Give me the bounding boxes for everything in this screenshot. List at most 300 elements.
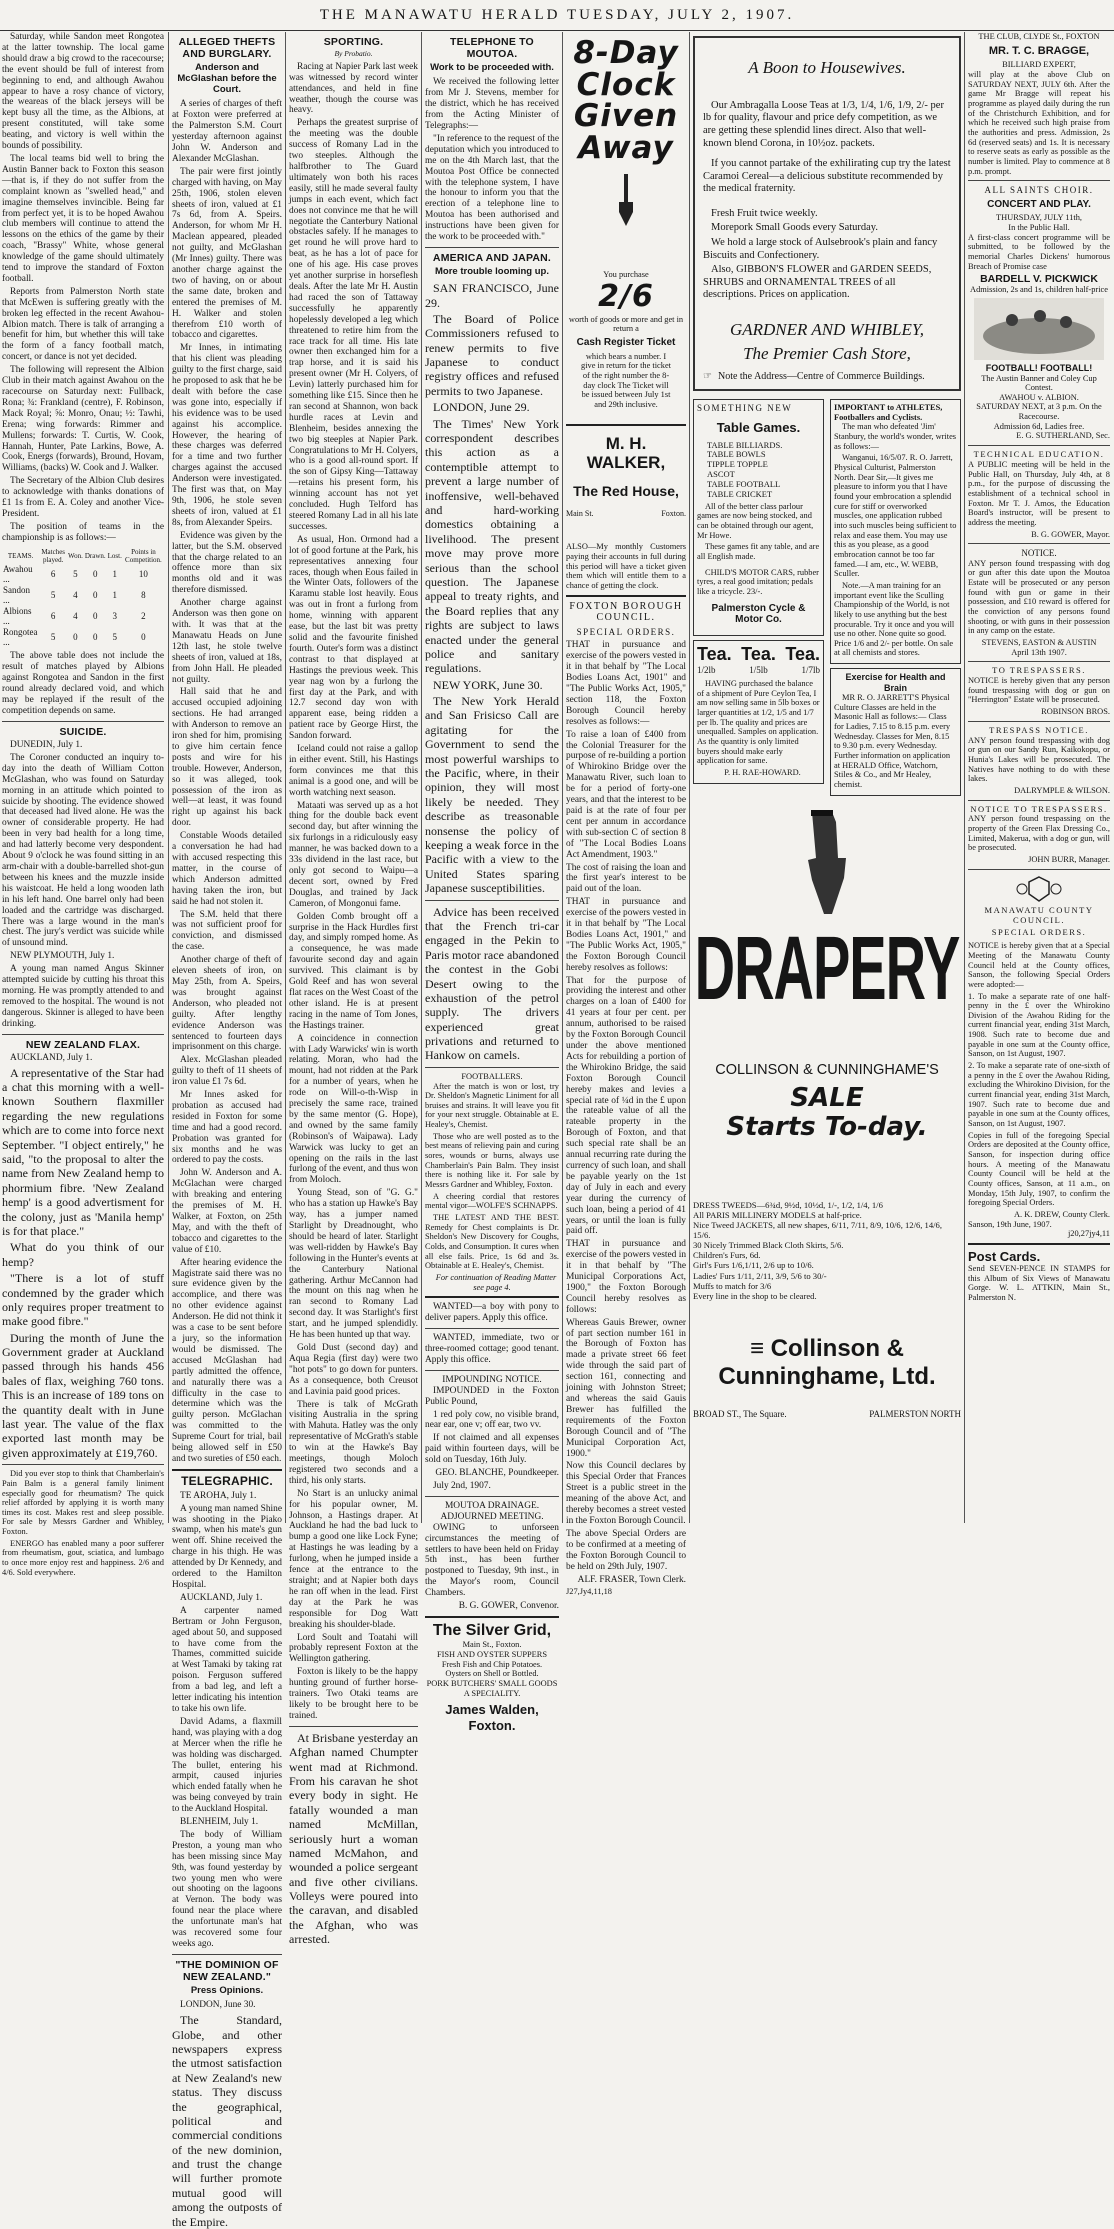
article-paragraph: After hearing evidence the Magistrate said there was no sure evidence given by the accomplice, and there was no other evidence against Anderson. He did not think it was a case to be sent before a jury, so the information would be dismissed. The accused McGlashan had partly admitted the offence, and naturally there was a difficulty in the case to determine which was the guilty person. McGlachan was committed to the Supreme Court for trial, bail being allowed self in £50 and two sureties of £50 each.	[172, 1257, 282, 1464]
table-cell: 5	[73, 569, 78, 580]
column-rule	[168, 32, 169, 1523]
advert-heading: FOOTBALLERS.	[461, 1071, 523, 1081]
advert-paragraph: Note.—A man training for an important event like the Sculling Championship of the World, is not likely to use anything but the best procurable. Try it once and you will use no other. None quite so good. Price 1/6 and 2/- per bottle. On sale at all chemists and stores.	[834, 580, 955, 658]
article-paragraph: What do you think of our hemp?	[2, 1240, 164, 1269]
council-ref: J27,Jy4,11,18	[566, 1587, 612, 1597]
table-cell: 6	[50, 610, 56, 621]
list-item: TIPPLE TOPPLE	[707, 459, 768, 470]
silver-grid-address: Main St., Foxton.	[462, 1640, 522, 1650]
athletes-ad	[830, 399, 961, 664]
advert-paragraph: If you cannot partake of the exhilirating cup try the latest Caramoi Cereal—a delicious substitute recommended by the medical fraternity.	[703, 158, 951, 195]
gardner-whibley-ad	[693, 36, 961, 391]
notice-date: July 2nd, 1907.	[433, 1480, 491, 1491]
dateline: DUNEDIN, July 1.	[10, 740, 83, 751]
council-paragraph: To raise a loan of £400 from the Colonial Treasurer for the purpose of re-building a portion of Whirokino Bridge over the Manawatu River, such loan to be for a period of forty-one years, and that the interest to be paid is at the rate of four per cent per annum in accordance with sub-section C of section 8 of "The Local Bodies Loans Act Amendment, 1903."	[566, 729, 686, 860]
table-cell: 0	[92, 590, 98, 600]
football-line: SATURDAY NEXT, at 3 p.m. On the Racecourse.	[976, 402, 1102, 422]
collinson-address: BROAD ST., The Square.	[693, 1408, 787, 1419]
advert-paragraph: Admission, 2s and 1s, children half-price	[970, 285, 1108, 295]
clock-line: Given	[573, 98, 679, 135]
silver-grid-line: Fresh Fish and Chip Potatoes.	[441, 1659, 543, 1669]
council-paragraph: Now this Council declares by this Special Order that Frances Street is a public street in the meaning of the above Act, and thereby becomes a street vested in the Foxton Borough Council.	[566, 1461, 686, 1526]
table-row	[2, 606, 164, 627]
column-rule	[689, 32, 690, 1523]
dateline: LONDON, June 30.	[180, 2000, 256, 2011]
walker-name: M. H. WALKER,	[586, 433, 666, 473]
article-paragraph: Golden Comb brought off a surprise in the Hack Hurdles first day, and simply romped home. As a consequence, he was made favourite second day and again survived. This claimant is by Gold Reef and has won several flat races on the West Coast of the other island. He is at present racing in the name of Tom Jones, the Hastings trainer.	[289, 911, 418, 1031]
advert-signature: P. H. RAE-HOWARD.	[724, 768, 801, 778]
advert-paragraph: Fresh Fruit twice weekly.	[711, 207, 818, 219]
table-cell: 6	[50, 569, 56, 580]
headline-telegraphic: TELEGRAPHIC.	[181, 1473, 273, 1488]
divider	[425, 1616, 559, 1618]
headline-flax: NEW ZEALAND FLAX.	[25, 1038, 141, 1051]
article-paragraph: Gold Dust (second day) and Aqua Regia (first day) were two "hot pots" to go down for punters. As a consequence, both Creusot and Lavinia paid good prices.	[289, 1342, 418, 1397]
divider	[425, 1067, 559, 1068]
tea-price: 1/2lb	[697, 664, 716, 675]
divider	[968, 543, 1110, 544]
pointing-hand-icon	[611, 170, 641, 230]
drapery-headline: DRAPERY	[694, 917, 960, 1018]
article-paragraph: No Start is an unlucky animal for his popular owner, M. Johnson, a Hastings draper. At Auckland he had the bad luck to bump a good one like Lock Fyne; at Hastings he was leading by a furlong, when he jumped inside a fence at the entrance to the straight; and at Napier both days he ran off when in the lead. First day at the Park he was responsible for Dog Watt breaking his shoulder-blade.	[289, 1488, 418, 1630]
ticket-label: Cash Register Ticket	[576, 337, 676, 348]
collinson-name: Cunninghame, Ltd.	[718, 1362, 936, 1390]
notice-heading: MOUTOA DRAINAGE.	[444, 1500, 540, 1511]
article-paragraph: Evidence was given by the latter, but the S.M. observed that the charge related to an offence more than six months old and it was therefore dismissed.	[172, 530, 282, 596]
divider	[425, 1370, 559, 1371]
headline-sporting: SPORTING.	[323, 36, 384, 48]
table-cell: 4	[73, 610, 78, 621]
divider	[172, 1954, 282, 1955]
advert-paragraph: These games fit any table, and are all English made.	[697, 542, 820, 562]
sale-line: Girl's Furs 1/6,1/11, 2/6 up to 10/6.	[693, 1260, 814, 1271]
council-signature: ALF. FRASER, Town Clerk.	[577, 1574, 686, 1585]
divider	[968, 445, 1110, 446]
article-paragraph: Foxton is likely to be the happy hunting ground of further horse-trainers. Two Otaki teams are likely to be brought here to be trained.	[289, 1667, 418, 1721]
article-paragraph: John W. Anderson and A. McGlachan were charged with breaking and entering the premises of M. H. Walker, at Foxton, on 25th May, and with the theft of tobacco and cigarettes to the value of £10.	[172, 1168, 282, 1255]
clock-line: 8-Day	[573, 35, 679, 71]
divider	[968, 180, 1110, 181]
divider	[172, 1469, 282, 1471]
column-1	[2, 32, 164, 1577]
headline-dominion: "THE DOMINION OF NEW ZEALAND."	[175, 1958, 279, 1984]
divider	[425, 900, 559, 901]
divider	[289, 1726, 418, 1727]
bragge-subheading: BILLIARD EXPERT,	[1002, 60, 1076, 70]
divider	[425, 247, 559, 248]
article-paragraph: The S.M. held that there was not sufficient proof for conviction, and dismissed the case.	[172, 909, 282, 953]
saints-title: CONCERT AND PLAY.	[987, 198, 1091, 210]
dateline: AUCKLAND, July 1.	[10, 1052, 93, 1063]
council-subheading: SPECIAL ORDERS.	[576, 626, 676, 637]
silver-grid-title: The Silver Grid,	[432, 1621, 552, 1639]
silver-grid-line: FISH AND OYSTER SUPPERS	[436, 1650, 548, 1660]
sale-line: Ladies' Furs 1/11, 2/11, 3/9, 5/6 to 30/-	[693, 1270, 827, 1281]
subheadline: Anderson and McGlashan before the Court.	[177, 62, 277, 96]
advert-paragraph: After the match is won or lost, try Dr. Sheldon's Magnetic Liniment for all bruises and strains. It will leave you fit for your next struggle. Obtainable at E. Healey's, Chemist.	[425, 1081, 559, 1130]
advert-paragraph: Did you ever stop to think that Chamberlain's Pain Balm is a general family liniment especially good for rheumatism? The quick relief afforded by applying it is worth many times its cost. Makes rest and sleep possible. For sale by Messrs Gardner and Whibley, Foxton.	[2, 1469, 164, 1537]
council-paragraph: THAT in pursuance and exercise of the powers vested in it in that behalf by "The Municipal Corporations Act, 1900," the Foxton Borough Council hereby resolves as follows:	[566, 1239, 687, 1315]
article-paragraph: David Adams, a flaxmill hand, was playing with a dog at Mercer when the rifle he was holding was discharged. The bullet, entering his armpit, caused injuries which ended fatally when he was being conveyed by train to the Auckland Hospital.	[172, 1716, 282, 1815]
notice-date: Sanson, 19th June, 1907.	[968, 1219, 1052, 1229]
article-paragraph: Lord Soult and Toatahi will probably represent Foxton at the Wellington gathering.	[289, 1632, 418, 1665]
bardell-title: BARDELL V. PICKWICK	[980, 273, 1098, 286]
table-games-ad	[693, 399, 824, 636]
article-paragraph: The body of William Preston, a young man who has been missing since May 9th, was found yesterday by two young men who were out shooting on the lagoons at Vernon. The body was found near the place where the unfortunate man's hat was recovered some four weeks ago.	[172, 1829, 282, 1950]
dateline: TE AROHA, July 1.	[180, 1490, 257, 1501]
advert-paragraph: Morepork Small Goods every Saturday.	[711, 222, 878, 234]
table-header: Points in Competition.	[125, 547, 162, 564]
article-paragraph: A young man named Angus Skinner attempted suicide by cutting his throat this morning. He was promptly attended to and removed to the hospital. The wound is not dangerous. Skinner is alleged to have been drinking.	[2, 964, 164, 1029]
table-row	[2, 585, 164, 606]
notice-paragraph: NOTICE is hereby given that at a Special Meeting of the Manawatu County Council held at the County offices, Sanson, the following Special Orders were adopted:—	[968, 941, 1110, 989]
article-paragraph: As usual, Hon. Ormond had a lot of good fortune at the Park, his representatives annexing four races, though when Eous failed in the Winter Oats, followers of the Karamu stable lost heavily. Eous was out in front a furlong from home, winning with apparent ease, but the last bit was pretty solid and the favourite finished fourth. Outer's form was a distinct contrast to that displayed at Hastings the previous week. This year nag won by a furlong the first day at the Park, and with 12.7 second day won with apparent ease, being ridden a patient race by George Hirst, the Sandon forward.	[289, 534, 418, 742]
gw-store: The Premier Cash Store,	[743, 343, 911, 363]
article-paragraph: Constable Woods detailed a conversation he had had with accused respecting this matter, in the course of which Anderson admitted having taken the iron, but said he had not stolen it.	[172, 831, 282, 907]
table-cell: 0	[92, 569, 98, 580]
collinson-name: ≡ Collinson &	[750, 1334, 904, 1362]
notice-subheading: ADJOURNED MEETING.	[440, 1511, 544, 1522]
table-cell: 0	[92, 610, 98, 621]
club-heading: THE CLUB, CLYDE St., FOXTON	[978, 32, 1100, 41]
article-paragraph: Alex. McGlashan pleaded guilty to theft of 11 sheets of iron value £1 7s 6d.	[172, 1055, 282, 1088]
table-cell: Rongotea ...	[3, 626, 38, 647]
tea-word: Tea.	[741, 643, 776, 664]
table-cell: 0	[73, 631, 78, 642]
table-header: Matches played.	[41, 547, 66, 564]
sale-line: Every line in the shop to be cleared.	[693, 1290, 817, 1301]
table-cell: 5	[50, 631, 56, 642]
notice-paragraph: A PUBLIC meeting will be held in the Public Hall, on Thursday, July 4th, at 8 p.m., for the purpose of discussing the establishment of a technical school in Foxton. Mr T. J. Amos, the Education Board's instructor, will be present to address the meeting.	[968, 459, 1110, 527]
notice-heading: NOTICE.	[1021, 548, 1057, 559]
pointing-hand-icon: ☞	[703, 371, 712, 383]
championship-table	[2, 548, 164, 648]
continuation-note: For continuation of Reading Matter see page 4.	[435, 1272, 557, 1292]
football-line: The Austin Banner and Coley Cup Contest.	[981, 373, 1097, 393]
football-line: AWAHOU v. ALBION.	[999, 392, 1079, 402]
subheadline: More trouble looming up.	[435, 266, 549, 278]
notice-heading: TRESPASS NOTICE.	[989, 724, 1089, 735]
column-2	[172, 32, 282, 2229]
games-title: Table Games.	[716, 419, 801, 435]
divider	[968, 661, 1110, 662]
sale-line: Nice Tweed JACKETS, all new shapes, 6/11, 7/11, 8/9, 10/6, 12/6, 14/6, 15/6.	[693, 1219, 942, 1240]
sale-line: 30 Nicely Trimmed Black Cloth Skirts, 5/6.	[693, 1240, 844, 1251]
table-cell: 1	[112, 569, 117, 580]
advert-paragraph: ENERGO has enabled many a poor sufferer from rheumatism, gout, sciatica, and lumbago to once more enjoy rest and happiness. 2/6 and 4/6. Sold everywhere.	[2, 1538, 164, 1577]
table-cell: 5	[50, 590, 56, 600]
classified-ad: WANTED—a boy with pony to deliver papers. Apply this office.	[425, 1302, 559, 1324]
masthead: THE MANAWATU HERALD TUESDAY, JULY 2, 1907.	[0, 0, 1114, 31]
dateline: SAN FRANCISCO, June 29.	[425, 281, 559, 310]
article-paragraph: Saturday, while Sandon meet Rongotea at the latter township. The local game should draw a big crowd to the racecourse; the event should be full of interest from beginning to end, and although Awahou appear to have a rosy chance of victory, the weareas of the black jerseys will be kept busy all the time, as the Albions, at present constituted, will take some beating, and victory is well within the bounds of possibility.	[2, 32, 164, 152]
collinson-address: PALMERSTON NORTH	[869, 1408, 961, 1419]
article-paragraph: Hall said that he and accused occupied adjoining sections. He had arranged with Anderson to remove an iron shed for him, promising to give him certain fence posts and wire for his trouble. However, Anderson, so it was alleged, took possession of the iron as well—at least, it was found right up against his back door.	[172, 687, 282, 829]
column-5	[566, 32, 687, 1597]
notice-paragraph: IMPOUNDED in the Foxton Public Pound,	[425, 1385, 559, 1407]
headline-telephone: TELEPHONE TO MOUTOA.	[450, 36, 534, 61]
article-paragraph: Mr Innes asked for probation as accused had resided in Foxton for some time and had a good record. Probation was granted for six months and he was ordered to pay the costs.	[172, 1090, 282, 1166]
article-paragraph: Perhaps the greatest surprise of the meeting was the double success of Romany Lad in the two steeples. Although the halfbrother to The Guard ultimately won both his races easily, still he made several faulty jumps in each event, which fact does not convince me that he will negotiate the Canterbury National obstacles safely. If he manages to get round he will prove hard to beat, as he has a lot of pace for one of his age. His case proves yet another surprise in horseflesh deals. After the late Mr H. Austin had raced the son of Tattaway successfully he apparently hopelessly developed a leg which threatened to retire him from the race track for all time. His late owner then exchanged him for a trap horse, and it is said his present owner (Mr H. Colyers, of Levin) latterly purchased him for something like £15. Since then he ran second at Shannon, won back hurdle races at Levin and Blenheim, besides annexing the two big steeples at Napier Park. Congratulations to Mr H. Colyers, who is a good all-round sport. If the son of Gipsy King—Tattaway—retains his present form, his winning account has not yet concluded. Hugh Telford has steered Romany Lad in all his late successes.	[289, 118, 418, 532]
walker-address: Foxton.	[661, 509, 686, 519]
advert-paragraph: Wanganui, 16/5/07. R. O. Jarrett, Physical Culturist, Palmerston North. Dear Sir,—It gives me pleasure to inform you that I have found your embrocation a splendid cure for stiff or overworked muscles, one application rubbed into such muscles being sufficient to relax and ease them. You may use this as you please, as a good embrocation cannot be too far famed.—I am, etc., W. WEBB, Sculler.	[834, 453, 957, 579]
article-paragraph: The pair were first jointly charged with having, on May 25th, 1906, stolen eleven sheets of iron, valued at £1 7s 6d, from A. Speirs. Anderson, for whom Mr H. Maclean appeared, pleaded not guilty, and McGlashan (Mr Innes) guilty. There was another charge against the two of having, on or about the same date, broken and entered the premises of M. H. Walker and stolen therefrom £10 worth of tobacco and cigarettes.	[172, 166, 282, 341]
divider	[968, 1243, 1110, 1245]
table-cell: 1	[112, 590, 117, 600]
table-cell: 0	[92, 631, 98, 642]
notice-signature: JOHN BURR, Manager.	[1028, 854, 1110, 864]
silver-grid-line: Oysters on Shell or Bottled.	[445, 1669, 539, 1679]
divider	[2, 1034, 164, 1035]
tea-price: 1/7lb	[801, 664, 820, 675]
column-6	[693, 32, 961, 1523]
table-cell: 3	[112, 610, 117, 621]
article-paragraph: Advice has been received that the French tri-car engaged in the Pekin to Paris motor race abandoned the contest in the Gobi Desert owing to the exhaustion of the petrol supply. The drivers experienced great privations and returned to Hankow on camels.	[425, 904, 559, 1063]
notice-signature: ROBINSON BROS.	[1041, 707, 1110, 717]
notice-paragraph: ANY person found trespassing on the property of the Green Flax Dressing Co., Limited, Makerua, with a dog or gun, will be prosecuted.	[968, 814, 1110, 853]
bragge-heading: MR. T. C. BRAGGE,	[988, 44, 1090, 57]
article-paragraph: Reports from Palmerston North state that McEwen is suffering greatly with the broken leg effected in the recent Awahou-Albion match. There is talk of arranging a benefit for him, but whether this will take the form of a fancy football match, concert, or dance is not yet decided.	[2, 286, 164, 363]
tea-word: Tea.	[697, 643, 732, 664]
notice-signature: B. G. GOWER, Convenor.	[458, 1601, 559, 1612]
advert-paragraph: We hold a large stock of Aulsebrook's plain and fancy Biscuits and Confectionery.	[703, 237, 938, 261]
headline-thefts: ALLEGED THEFTS AND BURGLARY.	[178, 36, 276, 61]
column-4	[425, 32, 559, 1733]
notice-paragraph: OWING to unforseen circumstances the meeting of settlers to have been held on Friday 5th inst., has been further postponed to Tuesday, 9th inst., in the Mayor's room, Council Chambers.	[425, 1522, 559, 1599]
notice-signature: A. K. DREW, County Clerk.	[1013, 1209, 1110, 1219]
notice-paragraph: 2. To make a separate rate of one-sixth of a penny in the £ over the Awahou Riding, excluding the Whirokino Division, for the current financial year, ending 31st March, 1907. Such rate to become due and payable in one sum at the County offices, Sanson, on 1st August, 1907.	[968, 1061, 1110, 1129]
advert-paragraph: The man who defeated 'Jim' Stanbury, the world's wonder, writes as follows:—	[834, 422, 957, 451]
athletes-heading: IMPORTANT to ATHLETES, Footballers and Cyclists.	[834, 403, 943, 422]
advert-paragraph: Also, GIBBON'S FLOWER and GARDEN SEEDS, SHRUBS and ORNAMENTAL TREES of all descriptions. Prices on application.	[703, 264, 932, 301]
table-cell: 10	[138, 569, 148, 580]
football-heading: FOOTBALL! FOOTBALL!	[985, 363, 1093, 374]
divider	[566, 595, 686, 597]
column-3	[289, 32, 419, 1947]
notice-signature: GEO. BLANCHE, Poundkeeper.	[435, 1468, 559, 1479]
article-paragraph: Mataati was served up as a hot thing for the double back event second day, but after winning the six furlongs in a ridiculously easy manner, he was backed down to a 33s dividend in the last race, but only got second to Waipu—a decent sort, owned by Fred Douglas, and trained by Jack Cameron, of Mongonui fame.	[289, 800, 418, 909]
divider	[968, 721, 1110, 722]
notice-signature: DALRYMPLE & WILSON.	[1014, 785, 1110, 795]
column-rule	[562, 32, 563, 1523]
exercise-ad	[830, 668, 961, 795]
article-paragraph: Another charge against Anderson was then gone on with. It was that at the Manawatu Heads on June 12th last, he stole twelve sheets of iron, valued at 18s, from John Hall. He pleaded not guilty.	[172, 598, 282, 685]
notice-ref: j20,27jy4,11	[1067, 1229, 1110, 1239]
table-cell: 2	[141, 610, 146, 621]
purchase-line: You purchase	[603, 270, 649, 280]
table-header: TEAMS.	[7, 551, 34, 560]
notice-paragraph: 1 red poly cow, no visible brand, near ear, one v; off ear, two vv.	[425, 1409, 559, 1431]
sale-subheadline: Starts To-day.	[726, 1111, 928, 1142]
boon-heading: A Boon to Housewives.	[748, 58, 906, 77]
sale-line: Children's Furs, 6d.	[693, 1250, 761, 1261]
classified-ad: WANTED, immediate, two or three-roomed cottage; good tenant. Apply this office.	[425, 1333, 559, 1365]
sale-line: Muffs to match for 3/6	[693, 1280, 772, 1291]
advert-paragraph: will play at the above Club on SATURDAY NEXT, JULY 6th. After the game Mr Bragge will repeat his programme as played daily during the run of the Christchurch Exhibition, and for which he received such high praise from the authorities and press. Admission, 2s 6d (reserved seats) and 1s. It is necessary to reserve seats as early as possible as the number is limited. Play to commence at 8 p.m. prompt.	[968, 70, 1110, 176]
table-cell: Awahou ...	[3, 563, 33, 585]
list-item: TABLE BOWLS	[707, 449, 766, 460]
dateline: LONDON, June 29.	[433, 400, 530, 415]
subheadline: Work to be proceeded with.	[430, 62, 554, 74]
article-paragraph: Young Stead, son of "G. G." who has a station up Hawke's Bay way, has a jumper named Starlight by Dreadnought, who should be heard of later. Starlight was well-ridden by Hawke's Bay following in the Hunter's events at the Canterbury National gathering. Arthur McCannon had the mount on this nag when he ran second to Romany Lad second day. It was Starlight's first start, and he jumped splendidly. He has been hunted up that way.	[289, 1188, 419, 1341]
divider	[425, 1296, 559, 1298]
article-paragraph: The position of teams in the championship is as follows:—	[2, 521, 164, 543]
notice-paragraph: ANY person found trespassing with dog or gun on our Sandy Run, Kaikokopu, or Hunia's Lakes will be prosecuted. The Natives have nothing to do with these lakes.	[968, 735, 1110, 784]
sale-headline: SALE	[790, 1083, 864, 1114]
article-paragraph: The Coroner conducted an inquiry to-day into the death of William Cotton McGlashan, who was found on Saturday morning in an attitude which pointed to suicide by shooting. The evidence showed that deceased had lived alone. He was the owner of considerable property. He had been in very bad health for a long time, and had latterly become very despondent. About 9 o'clock he was found sitting in an arm-chair with a double-barrelled shot-gun between his knees and the muzzle inside his waistcoat. He held a long wooden lath in his left hand. One barrel only had been loaded and the cartridge was discharged. There was a large wound in the man's chest. The jury's verdict was suicide while of unsound mind.	[2, 752, 164, 949]
divider	[425, 1496, 559, 1497]
council-paragraph: THAT in pursuance and exercise of the powers vested in it in that behalf by "The Local Bodies Loans Act, 1901," and "The Public Works Act, 1905," the Foxton Borough Council hereby resolves as follows:	[566, 897, 687, 973]
clock-advert-headline	[566, 35, 686, 166]
saints-heading: ALL SAINTS CHOIR.	[984, 185, 1094, 196]
council-paragraph: The cost of raising the loan and the first year's interest to be paid out of the loan.	[566, 862, 686, 895]
silver-grid-line: PORK BUTCHERS' SMALL GOODS A SPECIALITY.	[426, 1679, 558, 1698]
notice-paragraph: 1. To make a separate rate of one half-penny in the £ over the Whirokino Division of the Awahou Riding for the current financial year, ending 31st March, 1908. Such rate to become due and payable in one sum at the County office, Sanson, on 1st August, 1907.	[968, 991, 1110, 1059]
article-paragraph: During the month of June the Government grader at Auckland passed through his hands 456 bales of flax, weighing 760 tons. This is an increase of 189 tons on the quantity dealt with in June last year. The value of the flax exported last month may be given approximately at £19,760.	[2, 1330, 164, 1460]
technical-heading: TECHNICAL EDUCATION.	[973, 449, 1105, 460]
advert-paragraph: A cheering cordial that restores mental vigor—WOLFE'S SCHNAPPS.	[425, 1191, 559, 1211]
divider	[566, 424, 686, 426]
table-cell: 4	[73, 590, 78, 600]
divider	[2, 1464, 164, 1465]
advert-paragraph: A first-class concert programme will be submitted, to be followed by the memorial Charles Dickens' humorous Breach of Promise case	[968, 232, 1110, 271]
table-cell: 5	[112, 631, 117, 642]
silver-grid-sign: James Walden, Foxton.	[445, 1702, 539, 1733]
football-signature: E. G. SUTHERLAND, Sec.	[1016, 431, 1110, 441]
dateline: AUCKLAND, July 1.	[180, 1592, 263, 1603]
article-paragraph: "In reference to the request of the deputation which you introduced to me on the 4th March last, that the Moutoa Post Office be connected with the telephone system, I have the honour to inform you that the erection of a telephone line to Moutoa has been authorised and instructions have been given for the work to be proceeded with."	[425, 133, 559, 243]
divider	[968, 869, 1110, 870]
advert-paragraph: Those who are well posted as to the best means of relieving pain and curing sores, wounds or burns, always use Chamberlain's Pain Balm. They insist there is nothing like it. For sale by Messrs Gardner and Whibley, Foxton.	[425, 1131, 559, 1190]
dateline: BLENHEIM, July 1.	[180, 1817, 259, 1828]
notice-paragraph: NOTICE is hereby given that any person found trespassing with dog or gun on "Herrington" Estate will be prosecuted.	[968, 676, 1110, 705]
article-paragraph: The local teams bid well to bring the Austin Banner back to Foxton this season—that is, if they do not suffer from the complaint known as "swelled head," and imagine themselves invincible. Being far from perfect yet, it is to be hoped Awahou club members will continue to attend the lessons on the ethics of the game by their coach, "Brassy" White, whose general knowledge of the game should ultimately tend to improve the standard of Foxton football.	[2, 153, 164, 284]
headline-america-japan: AMERICA AND JAPAN.	[432, 251, 552, 264]
divider	[425, 1328, 559, 1329]
list-item: TABLE BILLIARDS.	[707, 439, 783, 450]
table-header: Won.	[68, 551, 83, 560]
purchase-terms: worth of goods or more and get in return a	[568, 314, 684, 334]
article-paragraph: The Times' New York correspondent describes this action as a contemptible attempt to prevent a large number of inoffensive, well-behaved and hard-working domestics obtaining a livelihood. The present move may prove more serious than the school question. The Japanese appeal to treaty rights, and the Board replies that any rights are subject to laws enacted under the general police and sanitary regulations.	[425, 416, 559, 676]
sale-brand: COLLINSON & CUNNINGHAME'S	[715, 1061, 939, 1078]
notice-heading: TO TRESPASSERS.	[992, 665, 1086, 676]
column-7	[968, 32, 1110, 1523]
article-paragraph: The above table does not include the result of matches played by Albions against Rongotea and Sandon in the first round already declared void, and which may be replayed if the result of the competition depends on same.	[2, 651, 164, 716]
walker-store: The Red House,	[573, 482, 679, 499]
advert-paragraph: Send SEVEN-PENCE IN STAMPS for this Album of Six Views of Manawatu Gorge. W. L. ATTKIN, Main St., Palmerston N.	[968, 1263, 1110, 1302]
article-paragraph: Racing at Napier Park last week was witnessed by record winter attendances, and held in fine weather, though the course was heavy.	[289, 61, 418, 116]
tea-price: 1/5lb	[749, 664, 768, 675]
article-paragraph: There is talk of McGrath visiting Australia in the spring with Mahuta. Hatley was the only representative of McGrath's stable to win at the Hawke's Bay meetings, though Moloch registered two seconds and a third, his only starts.	[289, 1399, 418, 1486]
table-header: Drawn.	[84, 551, 106, 560]
article-paragraph: We received the following letter from Mr J. Stevens, member for the district, which he has received from the Acting Minister of Telegraphs:—	[425, 77, 559, 131]
headline-suicide: SUICIDE.	[59, 725, 107, 738]
sale-line: DRESS TWEEDS—6¾d, 9½d, 10½d, 1/-, 1/2, 1/4, 1/6	[693, 1199, 883, 1210]
dateline: NEW PLYMOUTH, July 1.	[10, 951, 115, 962]
table-row	[2, 627, 164, 648]
article-paragraph: A carpenter named Bertram or John Ferguson, aged about 50, and supposed to have come from the Thames, committed suicide at West Tamaki by taking rat poison. Ferguson suffered from a bad leg, and left a letter indicating his intention to take his own life.	[172, 1605, 282, 1714]
clock-line: Away	[578, 129, 674, 166]
advert-paragraph: Our Ambragalla Loose Teas at 1/3, 1/4, 1/6, 1/9, 2/- per lb for quality, flavour and price defy competition, as we are getting these splendid lines direct. Also that well-known blend Corona, in 10½oz. packets.	[703, 99, 944, 149]
article-paragraph: The following will represent the Albion Club in their match against Awahou on the racecourse on Saturday next: Fullback, Rona; ¾: Frankland (centre), F. Robinson, Mack Royal; ⅝: Monro, Onau; ½: Tawhi, Erena; wing forwards: Rimmer and Mullens; forwards: T. Curtis, W. Cook, Hannah, Hunter, Pate Larkins, Bowe, A. Cook, Energs (forwards), Bround, Hovam, Williams, (backs) W. Cook and J. Walker.	[2, 365, 164, 474]
column-rule	[421, 32, 422, 1523]
column-rule	[964, 32, 965, 1523]
pointing-hand-icon	[802, 808, 852, 918]
table-cell: 0	[141, 631, 146, 642]
purchase-price: 2/6	[598, 279, 654, 315]
notice-paragraph: ANY person found trespassing with dog or gun after this date upon the Moutoa Estate will be prosecuted or any person found with gun or game in their possession, and £10 reward is offered for the conviction of any persons found shooting, or with guns in their possession in any camp on the estate.	[968, 558, 1110, 636]
notice-paragraph: If not claimed and all expenses paid within fourteen days, will be sold on Tuesday, 16th July.	[425, 1433, 559, 1466]
council-paragraph: That for the purpose of providing the interest and other charges on a loan of £400 for 41 years at four per cent. per annum, authorised to be raised by the Foxton Borough Council under the above mentioned Acts for rebuilding a portion of the Whirokino Bridge, the said Foxton Borough Council hereby makes and levies a special rate of ¼d in the £ upon the rateable value of all the rateable property in the Borough of Foxton, and that such special rate shall be an annual recurring rate during the currency of such loan, and shall be payable yearly on the 1st day of July in each and every year during the currency of such loan, being a period of 41 years, or until the loan is fully paid off.	[566, 975, 686, 1237]
table-cell: Albions ...	[3, 605, 32, 627]
article-paragraph: The New York Herald and San Frisicso Call are agitating for the Government to send the most powerful warships to the Pacific, where, in their opinion, they will most likely be needed. They describe as treasonable nonsense the policy of keeping a weak force in the Pacific with a view to the United States sparing Japanese susceptibilities.	[425, 694, 559, 896]
advert-paragraph: All of the better class parlour games are now being stocked, and can be obtained through our agent, Mr Howe.	[697, 501, 814, 540]
games-heading: SOMETHING NEW	[697, 403, 793, 414]
football-illustration	[974, 298, 1104, 360]
article-paragraph: The Board of Police Commissioners refused to renew permits to five Japanese to conduct registry offices and refused permits to two Japanese.	[425, 311, 559, 398]
advert-paragraph: HAVING purchased the balance of a shipment of Pure Ceylon Tea, I am now selling same in 5lb boxes or larger quantities at 1/2, 1/5 and 1/7 per lb. The quality and prices are unequalled. Samples on application. As the quantity is only limited buyers should make early application for same.	[697, 679, 820, 766]
walker-address: Main St.	[566, 509, 594, 519]
article-paragraph: A coincidence in connection with Lady Warwicks' win is worth relating. Moran, who had the mount, had not ridden at the Park for a number of years, when he rode on Will-o-th-Wisp in precisely the same race, trained by the same mentor (G. Hope), and owned by the same family (Robinson's of Waipawa). Lady Warwick was lucky to get an opening on the rails in the last furlong of the event, and thus won from Moloch.	[289, 1033, 418, 1186]
purchase-terms: which bears a number. I give in return for the ticket of the right number the 8-day clock The Ticket will be issued between July 1st and 29th inclusive.	[581, 351, 671, 409]
advert-paragraph: CHILD'S MOTOR CARS, rubber tyres, a real good imitation; pedals like a tricycle. 23/-.	[697, 567, 819, 596]
tea-ad	[693, 640, 824, 784]
list-item: TABLE CRICKET	[707, 488, 773, 499]
gw-name: GARDNER AND WHIBLEY,	[729, 320, 925, 340]
table-cell: Sandon ...	[3, 584, 30, 606]
council-heading: FOXTON BOROUGH COUNCIL.	[569, 600, 683, 624]
exercise-heading: Exercise for Health and Brain	[845, 672, 946, 693]
divider	[2, 721, 164, 722]
dateline: NEW YORK, June 30.	[433, 677, 543, 692]
notice-date: April 13th 1907.	[1011, 647, 1067, 657]
saints-date: THURSDAY, JULY 11th,	[995, 213, 1083, 223]
table-header: Lost.	[107, 551, 122, 560]
coat-of-arms-icon	[1014, 874, 1064, 904]
table-cell: 8	[141, 590, 146, 600]
notice-paragraph: Copies in full of the foregoing Special Orders are deposited at the County office, Sanson, for inspection during office hours. A meeting of the Manawatu County Council will be held at the County offices, Sanson, at 11 a.m., on Monday, 15th July, 1907, to confirm the foregoing Special Orders.	[968, 1130, 1110, 1208]
article-paragraph: Mr Innes, in intimating that his client was pleading guilty to the first charge, said he proposed to ask that he be dealt with before the case was gone into, especially if his evidence was to be used against his accomplice. However, the hearing of these charges was deferred for a time and two further charges against the accused Anderson were investigated. The first was that, on May 9th, 1906, he stole seven sheets of iron, valued at £1 8s, from Alexander Speirs.	[172, 343, 282, 528]
clock-line: Clock	[576, 66, 676, 103]
list-item: ASCOT	[707, 469, 735, 480]
article-paragraph: A series of charges of theft at Foxton were preferred at the Palmerston S.M. Court yesterday afternoon against John W. Anderson and Alexander McGlashan.	[172, 99, 282, 164]
byline: By Probatio.	[334, 49, 373, 59]
council-paragraph: Whereas Gauis Brewer, owner of part section number 161 in the Borough of Foxton has made a private street 66 feet wide through the said part of section 161, connecting and joining with Johnston Street; and whereas the said Gauis Brewer has fulfilled the requirements of the Foxton Borough Council and of "The Municipal Corporation Act, 1900."	[566, 1317, 686, 1459]
cycle-co-name: Palmerston Cycle & Motor Co.	[711, 602, 806, 626]
county-heading: MANAWATU COUNTY COUNCIL.	[984, 904, 1094, 925]
article-paragraph: A young man named Shine was shooting in the Piako swamp, when his mate's gun went off. Shine received the charge in his thigh. He was attended by Dr Kennedy, and ordered to the Hamilton Hospital.	[172, 1503, 282, 1591]
county-subheading: SPECIAL ORDERS.	[991, 927, 1087, 938]
advert-paragraph: MR R. O. JARRETT'S Physical Culture Classes are held in the Masonic Hall as follows:— Class for Ladies, 7.15 to 8.15 p.m. every Wednesday. Classes for Men, 8.15 to 9.30 p.m. every Wednesday. Further information on application at HERALD Office, Watchorn, Stiles & Co., and Mr Healey, chemist.	[834, 693, 951, 789]
notice-signature: STEVENS, EASTON & AUSTIN	[981, 637, 1097, 647]
sale-line: All PARIS MILLINERY MODELS at half-price.	[693, 1209, 862, 1220]
article-paragraph: Another charge of theft of eleven sheets of iron, on May 25th, from A. Speirs, was brought against Anderson, who pleaded not guilty. After lengthy evidence Anderson was sentenced to fourteen days imprisonment on this charge.	[172, 955, 282, 1053]
tea-word: Tea.	[785, 643, 820, 664]
gw-address: Note the Address—Centre of Commerce Buildings.	[717, 371, 925, 383]
saints-place: In the Public Hall.	[1008, 222, 1070, 232]
postcards-heading: Post Cards.	[968, 1248, 1041, 1264]
article-paragraph: At Brisbane yesterday an Afghan named Chumpter went mad at Richmond. From his caravan he shot every body in sight. He fatally wounded a man named McMillan, seriously hurt a woman named McMahon, and wounded a police sergeant and five other civilians. Volleys were poured into the caravan, and disabled the Afghan, who was arrested.	[289, 1730, 418, 1947]
article-paragraph: Iceland could not raise a gallop in either event. Still, his Hastings form convinces me that this animal is a good one, and will be worth watching next season.	[289, 744, 418, 798]
table-row	[2, 564, 164, 585]
subheadline: Press Opinions.	[190, 1985, 264, 1997]
council-paragraph: The above Special Orders are to be confirmed at a meeting of the Foxton Borough Council to be held on 29th July, 1907.	[566, 1528, 686, 1572]
council-paragraph: THAT in pursuance and exercise of the powers vested in it in that behalf by "The Local Bodies Loans Act, 1901" and "The Public Works Act, 1905," section 118, the Foxton Borough Council hereby resolves as follows:—	[566, 640, 687, 727]
notice-heading: IMPOUNDING NOTICE.	[442, 1374, 542, 1385]
article-paragraph: The Secretary of the Albion Club desires to acknowledge with thanks donations of £1 1s from E. A. Coley and another Vice-President.	[2, 476, 164, 519]
list-item: TABLE FOOTBALL	[707, 479, 781, 490]
article-paragraph: The Standard, Globe, and other newspapers express the utmost satisfaction at New Zealand's new status. They discuss the geographical, political and commercial conditions of the new dominion, and trust the change will further promote mutual good will among the outposts of the Empire.	[172, 2013, 282, 2229]
